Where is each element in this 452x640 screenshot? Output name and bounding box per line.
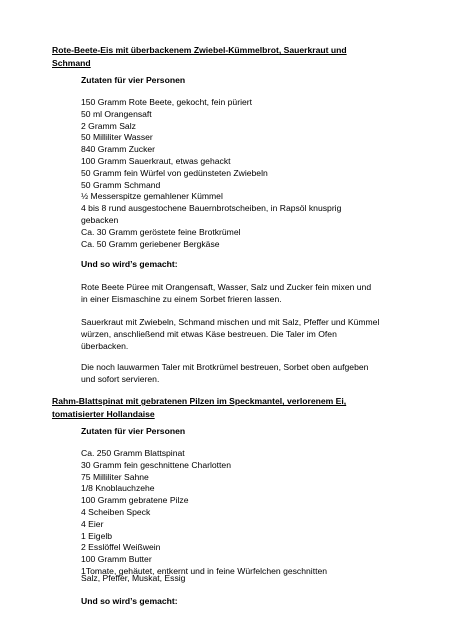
ingredient-line: 100 Gramm gebratene Pilze [81,495,189,506]
ingredient-line: 4 bis 8 rund ausgestochene Bauernbrotscheiben, in Rapsöl knusprig [81,203,342,214]
step-line: Sauerkraut mit Zwiebeln, Schmand mischen und mit Salz, Pfeffer und Kümmel [81,317,380,327]
ingredient-line: 100 Gramm Sauerkraut, etwas gehackt [81,155,231,166]
step-line: Rote Beete Püree mit Orangensaft, Wasser, Salz und Zucker fein mixen und [81,282,372,292]
recipe2-ingredients-heading: Zutaten für vier Personen [81,426,186,436]
recipe2-title [52,395,412,421]
ingredient-line: 50 Gramm Schmand [81,179,161,190]
ingredient-line: 50 Gramm fein Würfel von gedünsteten Zwiebeln [81,167,268,178]
ingredient-line: 100 Gramm Butter [81,554,152,565]
recipe1-step-1 [81,282,421,306]
recipe1-title [52,44,412,70]
recipe1-ingredient-list [81,97,421,250]
ingredient-line: gebacken [81,214,119,225]
ingredient-line: 75 Milliliter Sahne [81,471,149,482]
recipe2-ingredient-list [81,448,421,578]
ingredient-line: ½ Messerspitze gemahlener Kümmel [81,191,223,202]
ingredient-line: 840 Gramm Zucker [81,144,156,155]
ingredient-line: Ca. 30 Gramm geröstete feine Brotkrümel [81,226,241,237]
ingredient-line: 30 Gramm fein geschnittene Charlotten [81,459,231,470]
ingredient-line: 150 Gramm Rote Beete, gekocht, fein püriert [81,97,253,107]
ingredient-line: Ca. 50 Gramm geriebener Bergkäse [81,238,220,249]
recipe2-method-heading: Und so wird’s gemacht: [81,596,178,606]
recipe1-method-heading: Und so wird’s gemacht: [81,259,178,269]
recipe2-seasoning: Salz, Pfeffer, Muskat, Essig [81,573,186,583]
ingredient-line: Ca. 250 Gramm Blattspinat [81,448,185,458]
ingredient-line: 2 Esslöffel Weißwein [81,542,161,553]
ingredient-line: 2 Gramm Salz [81,120,136,131]
ingredient-line: 50 ml Orangensaft [81,108,152,119]
step-line: und sofort servieren. [81,373,160,384]
recipe1-title-line: Rote-Beete-Eis mit überbackenem Zwiebel-Kümmelbrot, Sauerkraut und [52,45,347,55]
ingredient-line: 1/8 Knoblauchzehe [81,483,155,494]
recipe1-title-line: Schmand [52,58,91,68]
step-line: würzen, anschließend mit etwas Käse bestreuen. Die Taler im Ofen [81,328,337,339]
recipe1-step-3 [81,362,421,386]
recipe2-title-line: Rahm-Blattspinat mit gebratenen Pilzen im Speckmantel, verlorenem Ei, [52,396,347,406]
ingredient-line: 4 Scheiben Speck [81,506,151,517]
recipe1-ingredients-heading: Zutaten für vier Personen [81,75,186,85]
recipe2-title-line: tomatisierter Hollandaise [52,409,155,419]
ingredient-line: 1Tomate, gehäutet, entkernt und in feine Würfelchen geschnitten [81,565,328,576]
ingredient-line: 1 Eigelb [81,530,113,541]
step-line: in einer Eismaschine zu einem Sorbet frieren lassen. [81,293,282,304]
ingredient-line: 4 Eier [81,518,104,529]
step-line: überbacken. [81,340,129,351]
step-line: Die noch lauwarmen Taler mit Brotkrümel bestreuen, Sorbet oben aufgeben [81,362,369,372]
recipe1-step-2 [81,317,421,352]
ingredient-line: 50 Milliliter Wasser [81,132,153,143]
